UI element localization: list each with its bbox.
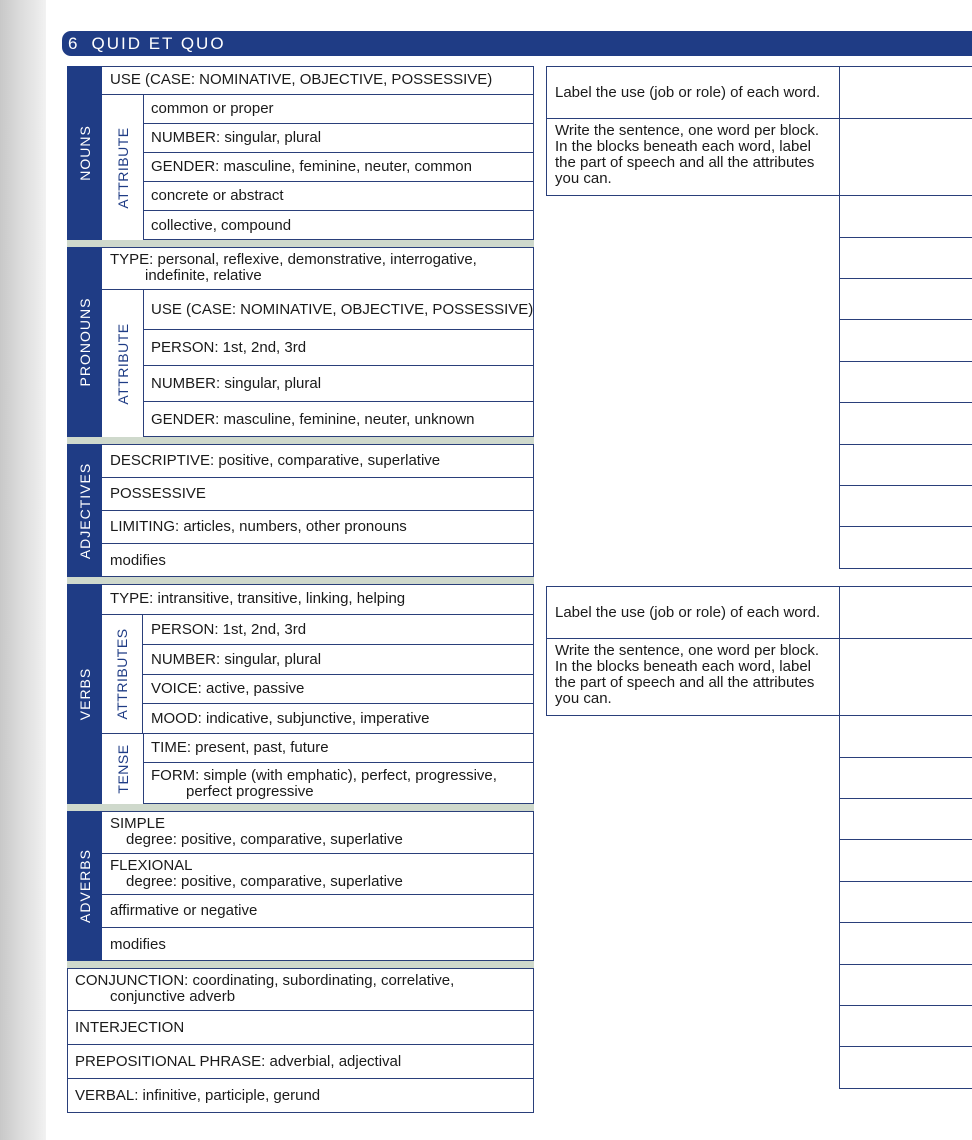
verbs-attribute-row: PERSON: 1st, 2nd, 3rd <box>143 615 534 645</box>
word-block[interactable] <box>840 403 972 445</box>
word-block[interactable] <box>840 758 972 799</box>
adjectives-label: ADJECTIVES <box>76 462 93 559</box>
word-block[interactable] <box>840 1006 972 1047</box>
nouns-use-row: USE (CASE: NOMINATIVE, OBJECTIVE, POSSESSIVE) <box>102 66 534 95</box>
pronouns-attribute-row: USE (CASE: NOMINATIVE, OBJECTIVE, POSSESSIVE) <box>143 290 534 330</box>
write-sentence-prompt: Write the sentence, one word per block. In the blocks beneath each word, label the part of speech and all the attributes you can. <box>555 122 820 187</box>
pronouns-attribute-row: PERSON: 1st, 2nd, 3rd <box>143 330 534 366</box>
adjectives-row: LIMITING: articles, numbers, other pronouns <box>102 511 534 544</box>
verbs-attribute-row: MOOD: indicative, subjunctive, imperative <box>143 704 534 734</box>
word-block[interactable] <box>840 840 972 882</box>
verbs-type-row: TYPE: intransitive, transitive, linking, helping <box>102 584 534 615</box>
word-blocks-column-1 <box>839 66 972 569</box>
adjectives-row: modifies <box>110 551 166 569</box>
word-block[interactable] <box>840 716 972 758</box>
pronouns-attribute-row: NUMBER: singular, plural <box>143 366 534 402</box>
word-block[interactable] <box>840 196 972 238</box>
word-block[interactable] <box>840 882 972 923</box>
word-block[interactable] <box>840 965 972 1006</box>
pronouns-attribute-row: GENDER: masculine, feminine, neuter, unknown <box>151 410 475 428</box>
section-separator <box>67 437 534 444</box>
word-block[interactable] <box>840 1047 972 1089</box>
pronouns-label: PRONOUNS <box>76 297 93 387</box>
verbs-tense-row: TIME: present, past, future <box>143 734 534 763</box>
word-block[interactable] <box>840 238 972 279</box>
nouns-attribute-row: collective, compound <box>151 216 292 234</box>
word-block[interactable] <box>840 320 972 362</box>
word-blocks-column-2 <box>839 586 972 1089</box>
nouns-attribute-row: concrete or abstract <box>143 182 534 211</box>
verbs-tense-row: FORM: simple (with emphatic), perfect, progressive, perfect progressive <box>151 766 497 800</box>
verbal-row: VERBAL: infinitive, participle, gerund <box>75 1087 321 1104</box>
verbs-attribute-row: NUMBER: singular, plural <box>143 645 534 675</box>
verbs-attributes-band: ATTRIBUTES <box>102 615 143 734</box>
section-separator <box>67 961 534 968</box>
adverbs-band <box>67 811 102 961</box>
adverbs-row: affirmative or negative <box>102 895 534 928</box>
word-block[interactable] <box>840 923 972 965</box>
prepositional-phrase-row: PREPOSITIONAL PHRASE: adverbial, adjectival <box>67 1045 534 1079</box>
adjectives-band <box>67 444 102 577</box>
nouns-attribute-row: GENDER: masculine, feminine, neuter, common <box>143 153 534 182</box>
pronouns-attribute-band: ATTRIBUTE <box>102 290 144 437</box>
adjectives-row: DESCRIPTIVE: positive, comparative, superlative <box>102 444 534 478</box>
section-separator <box>67 577 534 584</box>
adjectives-row: POSSESSIVE <box>102 478 534 511</box>
verbs-label: VERBS <box>76 667 93 721</box>
section-separator <box>67 804 534 811</box>
adverbs-flexional-row: FLEXIONAL degree: positive, comparative, superlative <box>102 854 534 895</box>
word-block[interactable] <box>840 362 972 403</box>
adverbs-row: modifies <box>110 935 166 953</box>
verbs-tense-band: TENSE <box>102 734 144 804</box>
word-block[interactable] <box>840 66 972 119</box>
label-use-prompt: Label the use (job or role) of each word. <box>547 587 839 639</box>
verbs-band <box>67 584 102 804</box>
sentence-instructions-2 <box>546 586 839 716</box>
word-block[interactable] <box>840 279 972 320</box>
adverbs-simple-row: SIMPLE degree: positive, comparative, superlative <box>102 811 534 854</box>
interjection-row: INTERJECTION <box>67 1011 534 1045</box>
word-block[interactable] <box>840 639 972 716</box>
nouns-attribute-band: ATTRIBUTE <box>102 95 144 240</box>
sentence-instructions-1 <box>546 66 839 196</box>
nouns-band <box>67 66 102 240</box>
word-block[interactable] <box>840 486 972 527</box>
label-use-prompt: Label the use (job or role) of each word. <box>547 67 839 119</box>
nouns-attribute-row: NUMBER: singular, plural <box>143 124 534 153</box>
word-block[interactable] <box>840 527 972 569</box>
word-block[interactable] <box>840 586 972 639</box>
nouns-attribute-row: common or proper <box>143 95 534 124</box>
write-sentence-prompt: Write the sentence, one word per block. In the blocks beneath each word, label the part of speech and all the attributes you can. <box>555 642 820 707</box>
word-block[interactable] <box>840 445 972 486</box>
page-number: 6 <box>68 34 80 53</box>
adverbs-label: ADVERBS <box>76 849 93 923</box>
verbs-attribute-row: VOICE: active, passive <box>143 675 534 704</box>
page-title: QUID ET QUO <box>91 34 226 53</box>
pronouns-type-row: TYPE: personal, reflexive, demonstrative, interrogative, indefinite, relative <box>102 247 534 290</box>
pronouns-band <box>67 247 102 437</box>
section-separator <box>67 240 534 247</box>
nouns-label: NOUNS <box>76 125 93 181</box>
conjunction-row: CONJUNCTION: coordinating, subordinating, correlative, conjunctive adverb <box>67 968 534 1011</box>
page-header <box>62 31 972 56</box>
word-block[interactable] <box>840 799 972 840</box>
word-block[interactable] <box>840 119 972 196</box>
page-spine-shadow <box>0 0 46 1140</box>
